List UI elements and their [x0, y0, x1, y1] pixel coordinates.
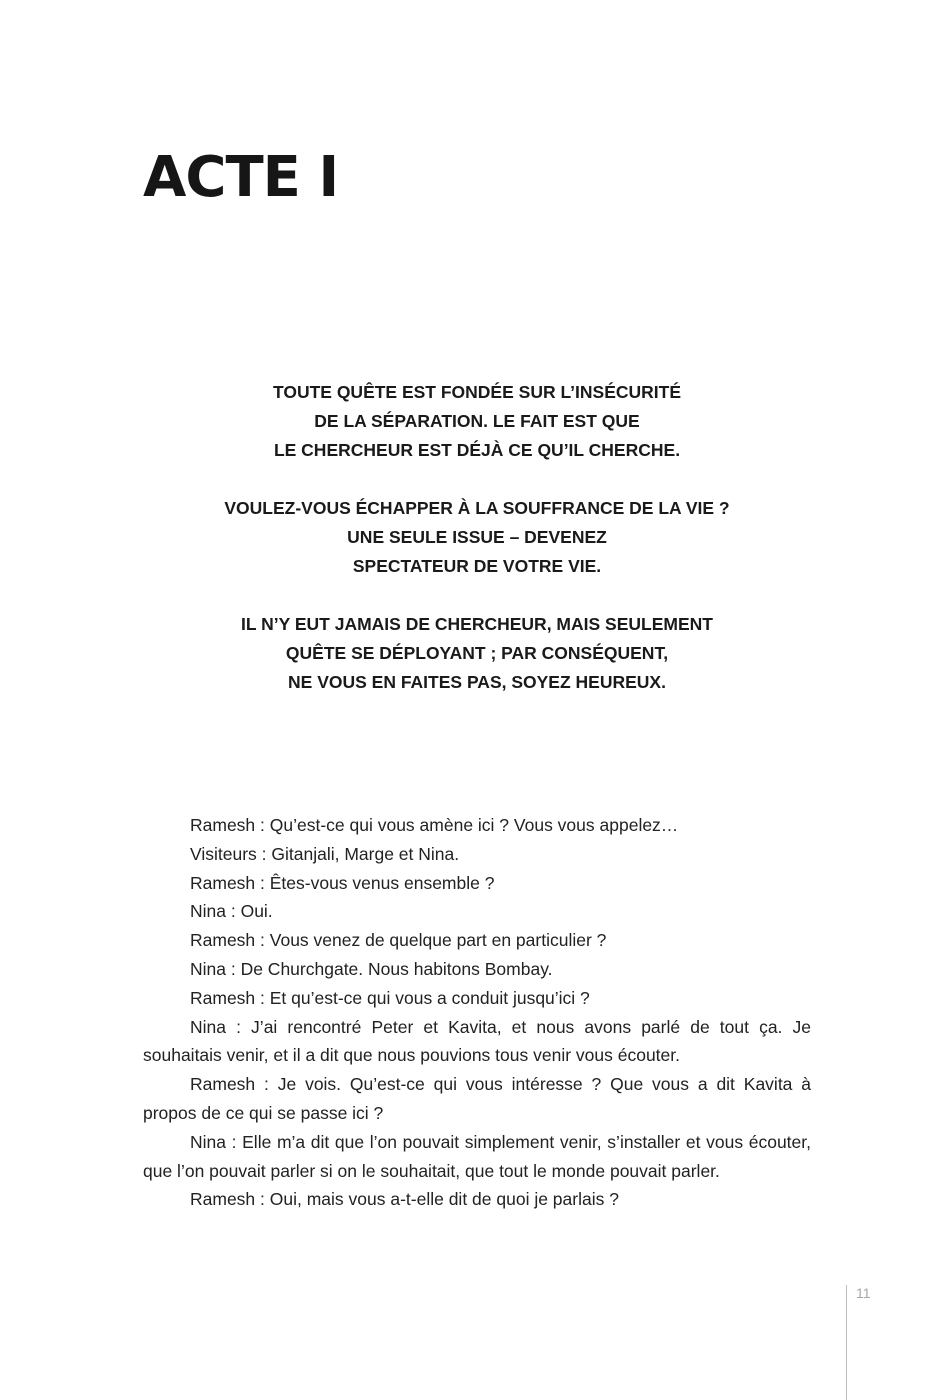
dialogue-paragraph: Ramesh : Je vois. Qu’est-ce qui vous intéresse ? Que vous a dit Kavita à propos de ce qui se passe ici ?	[143, 1074, 811, 1123]
epigraph-line: QUÊTE SE DÉPLOYANT ; PAR CONSÉQUENT,	[285, 643, 669, 663]
epigraph-line: NE VOUS EN FAITES PAS, SOYEZ HEUREUX.	[288, 672, 666, 692]
dialogue-paragraph: Ramesh : Êtes-vous venus ensemble ?	[190, 872, 495, 893]
dialogue-paragraph: Nina : Oui.	[190, 901, 273, 922]
epigraph-line: TOUTE QUÊTE EST FONDÉE SUR L’INSÉCURITÉ	[272, 382, 682, 402]
dialogue-paragraph: Ramesh : Vous venez de quelque part en particulier ?	[190, 930, 607, 951]
epigraph-stanza	[143, 378, 811, 465]
epigraph-line: UNE SEULE ISSUE – DEVENEZ	[347, 527, 607, 547]
epigraph-line: SPECTATEUR DE VOTRE VIE.	[352, 556, 602, 576]
epigraph	[143, 378, 811, 726]
dialogue-paragraph: Nina : De Churchgate. Nous habitons Bombay.	[190, 958, 553, 979]
dialogue-paragraph: Ramesh : Et qu’est-ce qui vous a conduit jusqu’ici ?	[190, 987, 590, 1008]
epigraph-line: DE LA SÉPARATION. LE FAIT EST QUE	[314, 411, 640, 431]
dialogue-paragraph: Visiteurs : Gitanjali, Marge et Nina.	[190, 843, 460, 864]
epigraph-stanza	[143, 494, 811, 581]
epigraph-line: LE CHERCHEUR EST DÉJÀ CE QU’IL CHERCHE.	[273, 440, 681, 460]
epigraph-stanza	[143, 610, 811, 697]
dialogue-paragraph: Ramesh : Qu’est-ce qui vous amène ici ? Vous vous appelez…	[190, 815, 679, 835]
page-number: 11	[856, 1285, 871, 1301]
dialogue-paragraph: Ramesh : Oui, mais vous a-t-elle dit de quoi je parlais ?	[190, 1189, 619, 1210]
dialogue-paragraph: Nina : Elle m’a dit que l’on pouvait simplement venir, s’installer et vous écouter, que l’on pouvait parler si on le souhaitait, que tout le monde pouvait parler.	[143, 1131, 811, 1181]
page-title: ACTE I	[143, 145, 339, 210]
dialogue-paragraph: Nina : J’ai rencontré Peter et Kavita, et nous avons parlé de tout ça. Je souhaitais venir, et il a dit que nous pouvions tous venir vous écouter.	[143, 1016, 811, 1066]
page-number-rule	[846, 1285, 847, 1400]
epigraph-line: VOULEZ-VOUS ÉCHAPPER À LA SOUFFRANCE DE LA VIE ?	[224, 498, 730, 518]
epigraph-line: IL N’Y EUT JAMAIS DE CHERCHEUR, MAIS SEULEMENT	[241, 614, 713, 634]
dialogue-body	[143, 811, 811, 1214]
